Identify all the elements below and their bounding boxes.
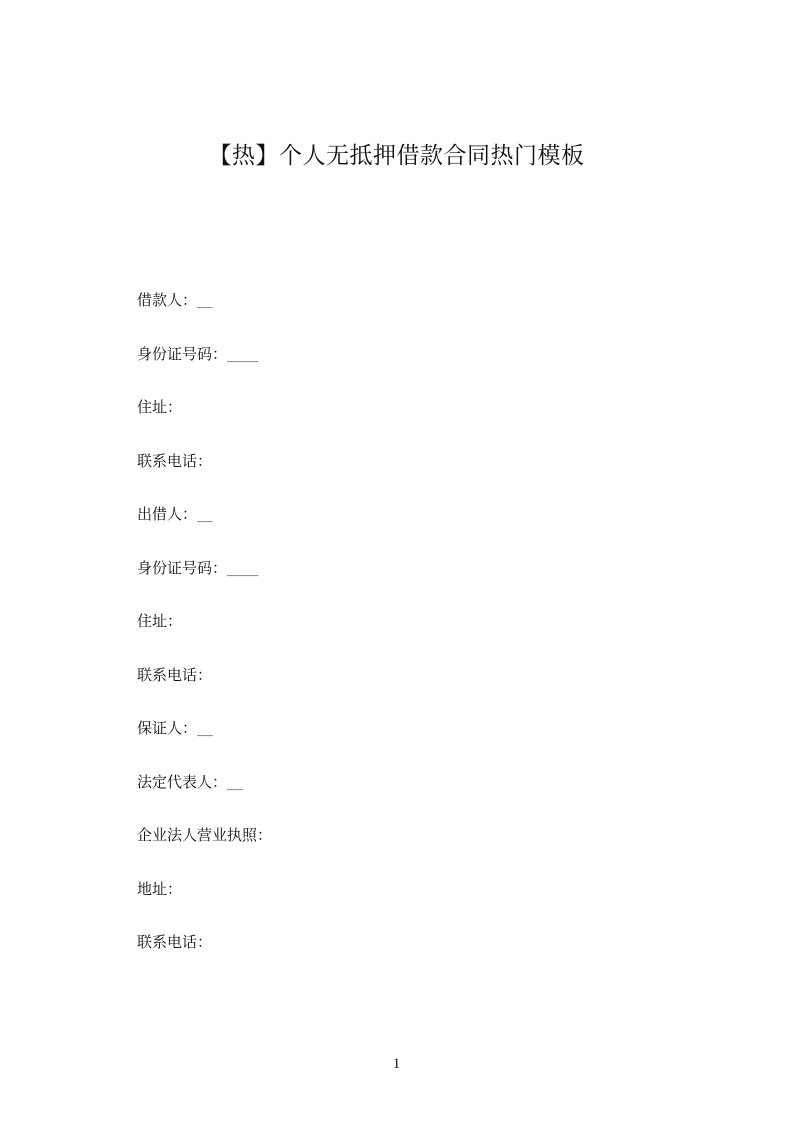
field-guarantor-phone xyxy=(137,930,697,984)
field-label: 住址： xyxy=(137,612,183,630)
field-guarantor xyxy=(137,716,697,770)
document-title: 【热】个人无抵押借款合同热门模板 xyxy=(208,143,585,169)
field-label: 身份证号码： xyxy=(137,558,228,577)
field-borrower xyxy=(137,288,697,342)
field-legal-representative xyxy=(137,770,697,824)
field-lender-id-number xyxy=(137,556,697,610)
field-label: 借款人： xyxy=(137,291,198,309)
field-blank: __ xyxy=(197,722,213,737)
field-blank: __ xyxy=(197,508,213,523)
field-lender-phone xyxy=(137,663,697,717)
field-label: 企业法人营业执照： xyxy=(137,826,273,844)
field-lender-address xyxy=(137,609,697,663)
field-label: 联系电话： xyxy=(137,451,213,470)
field-blank: __ xyxy=(227,775,243,791)
field-label: 保证人： xyxy=(137,719,198,737)
field-borrower-id-number xyxy=(137,342,697,396)
field-label: 联系电话： xyxy=(137,933,213,951)
field-label: 地址： xyxy=(137,879,183,898)
field-label: 联系电话： xyxy=(137,665,213,684)
field-borrower-phone xyxy=(137,449,697,503)
field-blank: ____ xyxy=(227,347,259,363)
page-number: 1 xyxy=(392,1056,401,1072)
field-borrower-address xyxy=(137,395,697,449)
field-label: 住址： xyxy=(137,398,183,416)
field-business-license xyxy=(137,823,697,877)
field-label: 法定代表人： xyxy=(137,772,228,791)
field-guarantor-address xyxy=(137,877,697,931)
field-label: 出借人： xyxy=(137,505,198,523)
field-label: 身份证号码： xyxy=(137,344,228,363)
field-lender xyxy=(137,502,697,556)
party-info-fields xyxy=(137,288,697,984)
field-blank: ____ xyxy=(227,561,259,577)
field-blank: __ xyxy=(197,294,213,309)
